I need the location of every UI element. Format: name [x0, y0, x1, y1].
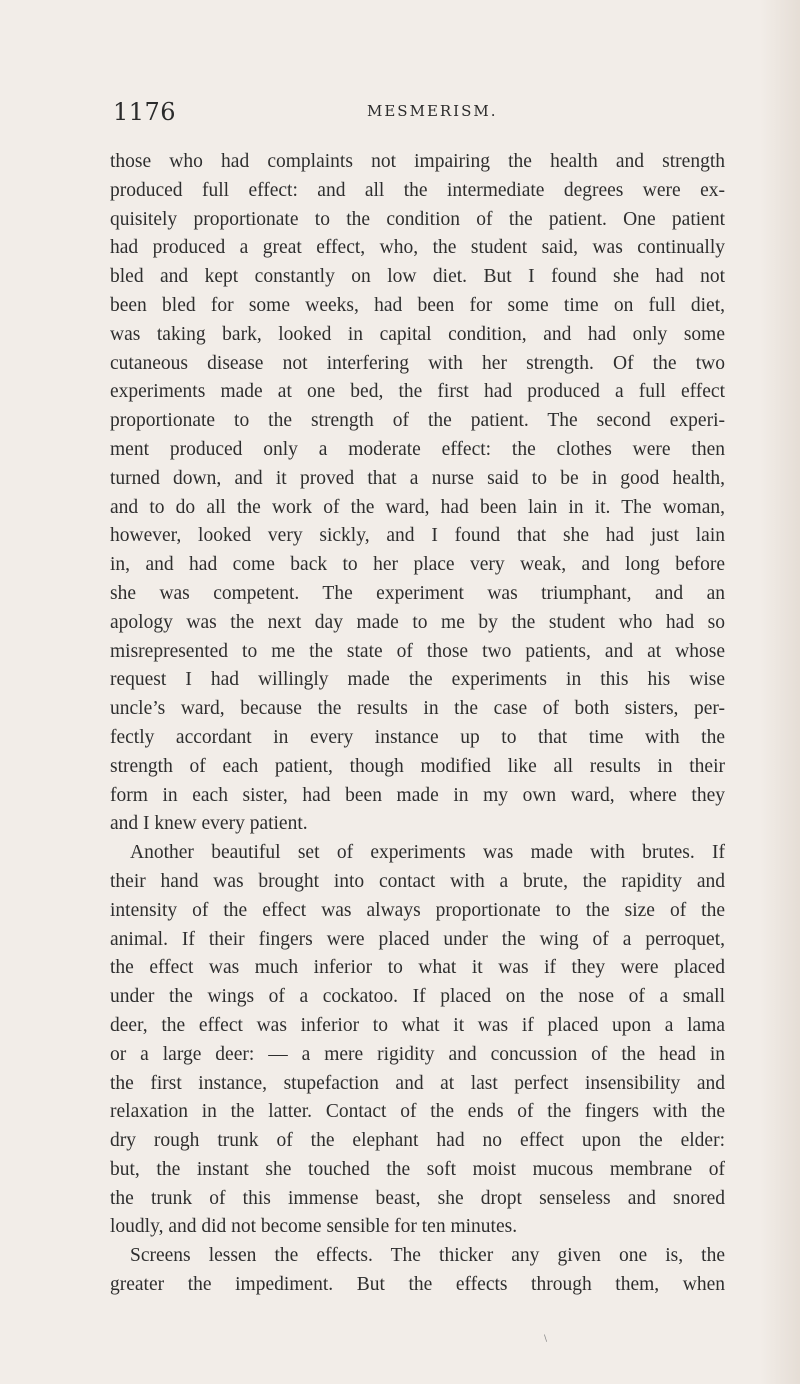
text-line: ment produced only a moderate effect: the clothes were then: [110, 438, 725, 460]
text-line: and I knew every patient.: [110, 813, 308, 835]
text-line: cutaneous disease not interfering with her strength. Of the two: [110, 352, 725, 374]
text-line: in, and had come back to her place very weak, and long before: [110, 554, 725, 576]
text-line: the trunk of this immense beast, she dropt senseless and snored: [110, 1187, 725, 1209]
text-line: request I had willingly made the experiments in this his wise: [110, 669, 725, 691]
text-line: or a large deer: — a mere rigidity and concussion of the head in: [110, 1043, 725, 1065]
body-text: [110, 148, 725, 1300]
text-line: experiments made at one bed, the first had produced a full effect: [110, 381, 725, 403]
text-line: strength of each patient, though modified like all results in their: [110, 755, 725, 777]
text-line: uncle’s ward, because the results in the case of both sisters, per-: [110, 698, 725, 720]
text-line: under the wings of a cockatoo. If placed on the nose of a small: [110, 986, 725, 1008]
text-line: she was competent. The experiment was triumphant, and an: [110, 582, 725, 604]
text-line: bled and kept constantly on low diet. But I found she had not: [110, 266, 725, 288]
text-line: however, looked very sickly, and I found that she had just lain: [110, 525, 725, 547]
running-title: MESMERISM.: [367, 102, 498, 120]
text-line: the effect was much inferior to what it was if they were placed: [110, 957, 725, 979]
text-line: dry rough trunk of the elephant had no effect upon the elder:: [110, 1130, 725, 1152]
text-line: fectly accordant in every instance up to that time with the: [110, 726, 725, 748]
text-line: Another beautiful set of experiments was made with brutes. If: [130, 842, 725, 864]
text-line: was taking bark, looked in capital condition, and had only some: [110, 323, 725, 345]
text-line: misrepresented to me the state of those two patients, and at whose: [110, 640, 725, 662]
page-header: [113, 98, 713, 138]
text-line: been bled for some weeks, had been for some time on full diet,: [110, 294, 725, 316]
text-line: quisitely proportionate to the condition of the patient. One patient: [110, 208, 725, 230]
text-line: apology was the next day made to me by the student who had so: [110, 611, 725, 633]
text-line: turned down, and it proved that a nurse said to be in good health,: [110, 467, 725, 489]
text-line: form in each sister, had been made in my own ward, where they: [110, 784, 725, 806]
text-line: had produced a great effect, who, the student said, was continually: [110, 237, 725, 259]
text-line: the first instance, stupefaction and at last perfect insensibility and: [110, 1072, 725, 1094]
text-line: but, the instant she touched the soft moist mucous membrane of: [110, 1158, 725, 1180]
footer-mark: \: [544, 1334, 548, 1344]
text-line: intensity of the effect was always proportionate to the size of the: [110, 899, 725, 921]
page-number: 1176: [113, 98, 177, 126]
text-line: their hand was brought into contact with a brute, the rapidity and: [110, 870, 725, 892]
text-line: greater the impediment. But the effects through them, when: [110, 1274, 725, 1296]
text-line: deer, the effect was inferior to what it was if placed upon a lama: [110, 1014, 725, 1036]
text-line: produced full effect: and all the intermediate degrees were ex-: [110, 179, 725, 201]
text-line: relaxation in the latter. Contact of the ends of the fingers with the: [110, 1101, 725, 1123]
text-line: Screens lessen the effects. The thicker any given one is, the: [130, 1245, 725, 1267]
text-line: and to do all the work of the ward, had been lain in it. The woman,: [110, 496, 725, 518]
text-line: proportionate to the strength of the patient. The second experi-: [110, 410, 725, 432]
text-line: those who had complaints not impairing the health and strength: [110, 151, 725, 172]
text-line: animal. If their fingers were placed under the wing of a perroquet,: [110, 928, 725, 950]
text-line: loudly, and did not become sensible for ten minutes.: [110, 1216, 518, 1238]
